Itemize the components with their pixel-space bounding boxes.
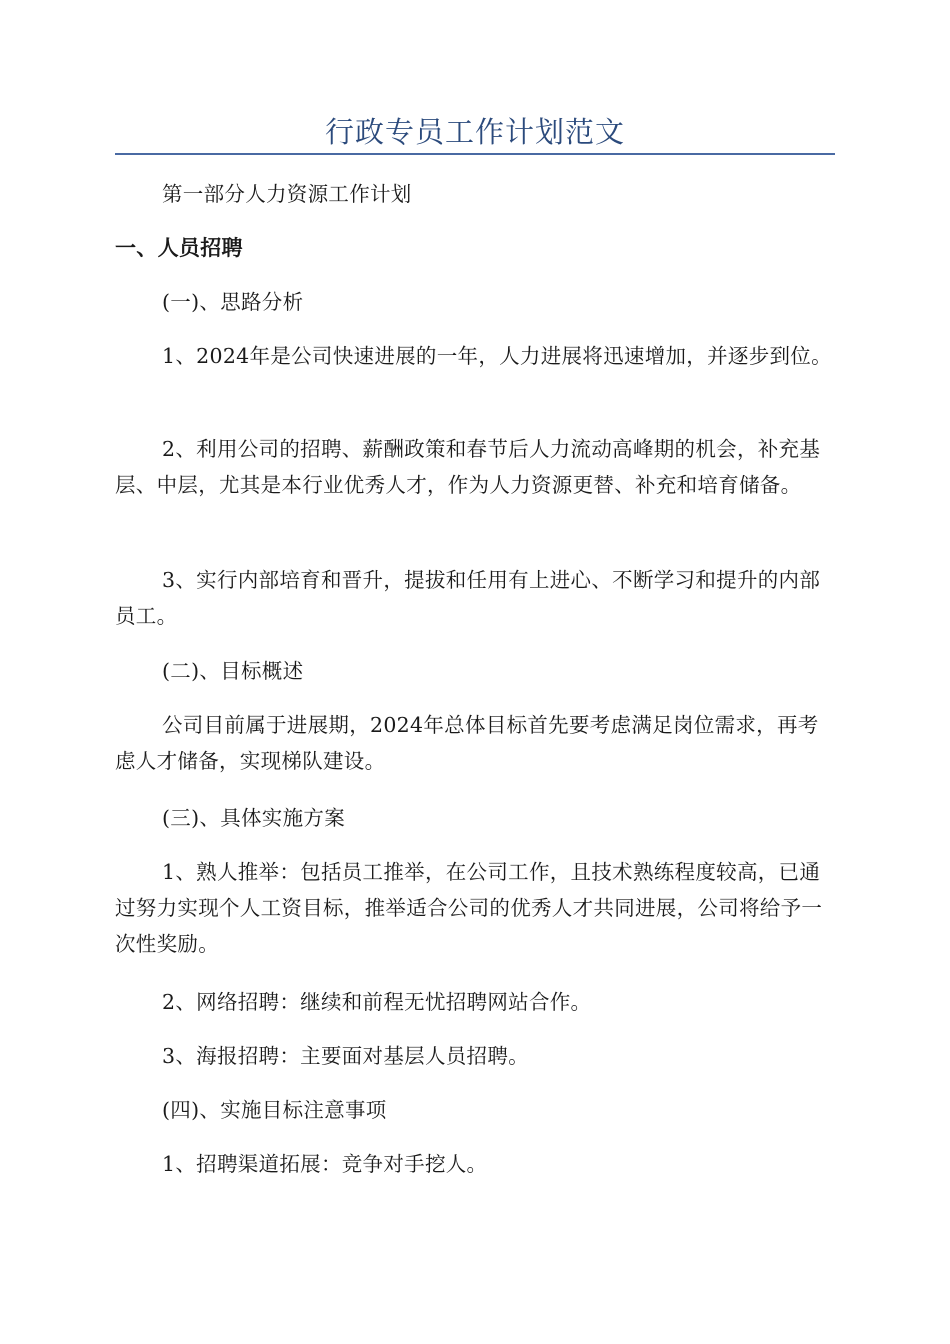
body-paragraph: 3、海报招聘：主要面对基层人员招聘。: [162, 1044, 529, 1068]
body-paragraph: 1、2024年是公司快速进展的一年，人力进展将迅速增加，并逐步到位。: [162, 344, 832, 368]
body-paragraph: 3、实行内部培育和晋升，提拔和任用有上进心、不断学习和提升的内部员工。: [115, 568, 821, 628]
body-paragraph: 1、招聘渠道拓展：竞争对手挖人。: [162, 1152, 488, 1176]
subsection-heading: (二)、目标概述: [162, 659, 304, 683]
subsection-heading: (三)、具体实施方案: [162, 806, 345, 830]
section-heading: 一、人员招聘: [115, 236, 243, 260]
body-paragraph: 公司目前属于进展期，2024年总体目标首先要考虑满足岗位需求，再考虑人才储备，实现梯队建设。: [115, 713, 819, 773]
body-paragraph: 2、利用公司的招聘、薪酬政策和春节后人力流动高峰期的机会，补充基层、中层，尤其是本行业优秀人才，作为人力资源更替、补充和培育储备。: [115, 437, 821, 497]
subsection-heading: (四)、实施目标注意事项: [162, 1098, 387, 1122]
title-underline: [115, 153, 835, 155]
subsection-heading: (一)、思路分析: [162, 290, 304, 314]
part-heading: 第一部分人力资源工作计划: [162, 182, 412, 206]
body-paragraph: 1、熟人推举：包括员工推举，在公司工作，且技术熟练程度较高，已通过努力实现个人工资目标，推举适合公司的优秀人才共同进展，公司将给予一次性奖励。: [115, 860, 823, 956]
body-paragraph: 2、网络招聘：继续和前程无忧招聘网站合作。: [162, 990, 592, 1014]
document-title: 行政专员工作计划范文: [324, 115, 625, 149]
